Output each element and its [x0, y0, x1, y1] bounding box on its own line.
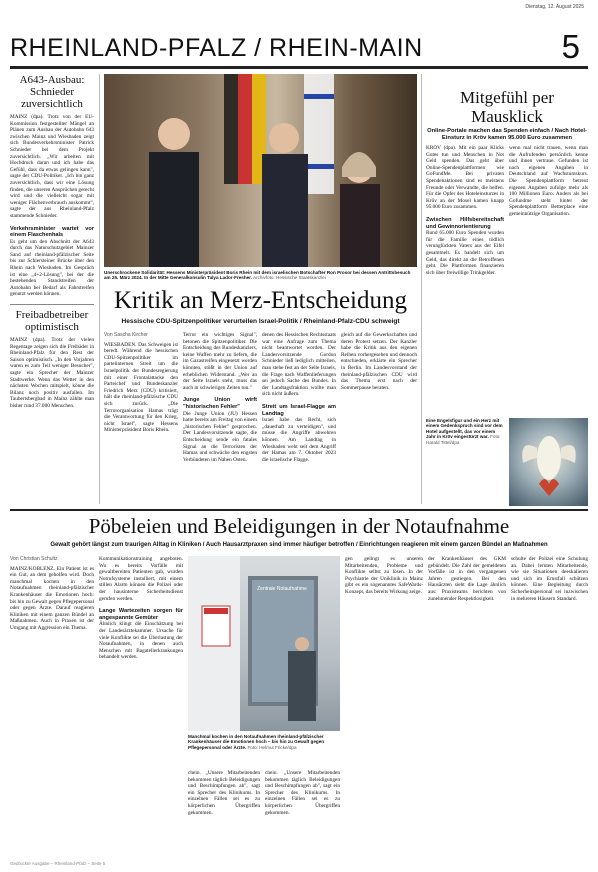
angel-caption — [426, 418, 504, 445]
page-number: 5 — [561, 28, 580, 65]
bottom-photo-caption-text: Manchmal kochen in den Notaufnahmen rheinland-pfälzischer Krankenhäuser die Emotionen hoch – bis hin zu Gewalt gegen Pflegepersonal oder Ärzte. — [188, 734, 325, 750]
masthead — [10, 28, 588, 65]
bottom-col-3 — [188, 770, 260, 856]
bottom-body-7: schulte der Polizei eine Schulung an. Dabei lernten Mitarbeitende, wie sie Situationen deeskalieren und sich im Ernstfall schützen können. Eine Begleitung durch Sicherheitspersonal sei inzwischen in mehreren Häusern Standard. — [511, 556, 588, 602]
masthead-rule — [10, 66, 588, 69]
main-body-3: Die Junge Union (JU) Hessen hatte bereits am Freitag von einem „historischen Fehler" gesprochen. Der Landesvorsitzende sagte, die Entscheidung sende ein fatales Signal an die Terroristen der Hamas und schwäche den engsten Verbündeten im Nahen Osten. — [183, 410, 257, 463]
bottom-body-5: gen gelingt es unseren Mitarbeitenden, Probleme und Konflikte selbst zu lösen. In der Psychiatrie der Uniklinik in Mainz gibt es ein sogenanntes SafeWards-Konzept, das bereits Wirkung zeige. — [345, 556, 423, 595]
right-body-2: Rund 65.000 Euro Spenden wurden für die Familie eines tödlich verunglückten Vaters aus der Eifel gesammelt. Es handelt sich um Geld, das direkt an die Betroffenen geht. Die Plattformen finanzieren sich über freiwillige Trinkgelder. — [426, 230, 504, 276]
top-photo-credit: Archivfoto: Hessische Staatskanzlei — [253, 275, 326, 281]
main-subheading-3: Streit um Israel-Flagge am Landtag — [262, 403, 336, 417]
main-body-5: Israel habe das Recht, sich „dauerhaft zu verteidigen", und müsse die Angriffe abwehren können. Am Landtag in Wiesbaden weht seit dem Angriff der Hamas am 7. Oktober 2023 die israelische Flagge. — [262, 417, 336, 463]
bottom-col-6 — [511, 556, 588, 856]
section-rule — [10, 509, 588, 511]
left-headline: A643-Ausbau: Schnieder zuversichtlich — [19, 74, 85, 110]
bottom-col-5 — [428, 556, 506, 856]
main-subheading-2: Junge Union wirft "historischen Fehler" — [183, 397, 257, 410]
politicians-photo-art — [104, 74, 417, 267]
main-body-2: Terror ein wichtiges Signal", betonen die Spitzenpolitiker. Die Entscheidung des Bundeskanzlers, keine Waffen mehr zu liefern, die im Gazastreifen eingesetzt werden könnten, stößt in der Union auf erheblichen Widerstand. „Wer an der Seite Israels steht, muss das auch in schwierigen Zeiten tun." — [183, 332, 257, 391]
main-author: Von Sascha Kircher — [104, 332, 148, 338]
bottom-author: Von Christian Schultz — [10, 556, 58, 562]
right-body-3: wenn mal nicht trauen, wenn man die Aufrufenden persönlich kenne und ihnen vertraue. Gefunden ist nach eigenen Angaben in Deutschland auf Wachstumskurs. Die Spendenplattform betreut eigenen Angaben zufolge mehr als 100 Millionen Euro. Anders als bei Gofundme steht hinter der Spendenplattform Betterplace eine gemeinnützige Organisation. — [509, 145, 588, 217]
main-subhead: Hessische CDU-Spitzenpolitiker verurteilen Israel-Politik / Rheinland-Pfalz-CDU schweigt — [121, 318, 400, 325]
angel-photo-art — [509, 418, 588, 506]
bottom-col-3b — [265, 770, 340, 856]
bottom-subhead: Gewalt gehört längst zum traurigen Alltag in Kliniken / Auch Hausarztpraxen sind immer häufiger betroffen / Einrichtungen reagieren mit einem ganzen Bündel an Maßnahmen — [50, 542, 548, 548]
bottom-body-1: MAINZ/KOBLENZ. Ein Patient ist es ein Gut, an dem geholfen wird. Doch manchmal kochen in den Notaufnahmen rheinland-pfälzischer Krankenhäuser die Emotionen hoch: bis hin zu Gewalt gegen Pflegepersonal oder gegen Ärzte. Darauf reagieren Kliniken mit einem ganzen Bündel an Maßnahmen. Auch in Praxen ist der Umgang mit Aggression ein Thema. — [10, 565, 94, 631]
bottom-headline: Pöbeleien und Beleidigungen in der Notaufnahme — [88, 514, 510, 538]
right-subhead: Online-Portale machen das Spenden einfach / Nach Hotel-Einsturz in Kröv kamen 95.000 Euro zusammen — [427, 128, 587, 141]
main-body-4: denen des Hessischen Rechtsstaats war eine Anfrage zum Thema nicht beantwortet worden. Der Landesvorsitzende Gordon Schnieder ließ lediglich mitteilen, man stehe fest an der Seite Israels, die Frage nach Waffenlieferungen sei jedoch Sache des Bundes. In der Landtagsfraktion wollte man sich nicht äußern. — [262, 332, 336, 398]
main-col-3 — [262, 332, 336, 506]
left-divider — [10, 304, 94, 305]
bottom-subheading-2: Lange Wartezeiten sorgen für angespannte Gemüter — [99, 608, 183, 621]
left-body-3: MAINZ (dpa). Trotz der vielen Regentage zeigen sich die Freibäder in Rheinland-Pfalz für den Rest der Saison optimistisch. „In den Vorjahren waren es zum Teil weniger Besucher", sagte ein Sprecher der Mainzer Stadtwerke. Wenn das Wetter in den nächsten Wochen mitspielt, könne die Bilanz noch positiv ausfallen. Im Taubertsbergbad in Mainz zählte man bisher rund 37.000 Menschen. — [10, 337, 94, 409]
left-body-2: Es geht um den Abschnitt der A643 durch das Naturschutzgebiet Mainzer Sand auf rheinland-pfälzischer Seite bis zur Schiersteiner Brücke über den Rhein nach Wiesbaden. Im Gespräch ist eine „4+2-Lösung", bei der die bestehenden Standstreifen der Autobahn bei Bedarf als Fahrstreifen genutzt werden können. — [10, 238, 94, 298]
left-subheading: Verkehrsminister wartet vor einem Flaschenhals — [10, 225, 94, 239]
main-col-2 — [183, 332, 257, 506]
footer-line: Gedruckte Ausgabe – Rheinland-Pfalz – Seite 5 — [10, 861, 106, 866]
top-photo-caption-text: Unerschrockene Solidarität: Hessens Ministerpräsident Boris Rhein mit dem israelischen Botschafter Ron Prosor bei dessen Antrittsbesuch am 25. März 2024. In der Mitte Generalkonsulin Talya Lador-Fresher. — [104, 270, 411, 281]
top-photo-caption — [104, 270, 417, 281]
right-subheading: Zwischen Hilfsbereitschaft und Gewinnorientierung — [426, 216, 504, 230]
right-col-1 — [426, 145, 504, 415]
angel-credit: Foto: Harald Tittel/dpa — [426, 434, 501, 445]
section-title: RHEINLAND-PFALZ / RHEIN-MAIN — [10, 34, 423, 62]
left-column — [10, 74, 94, 506]
bottom-body-2: Kommunikationstraining angeboten. Wo es bereits Vorfälle mit gewaltbereiten Patienten gab, wurden Notrufsysteme installiert, mit einem stillen Alarm können die Polizei oder der hausinterne Sicherheitsdienst gerufen werden. — [99, 556, 183, 602]
left-headline-2: Freibadbetreiber optimistisch — [15, 309, 89, 334]
right-headline: Mitgefühl per Mausklick — [460, 88, 554, 126]
bottom-body-4: chein. „Unsere Mitarbeitenden bekommen täglich Beleidigungen und Beschimpfungen ab", sagt ein Sprecher des Klinikums. In einzelnen Fällen sei es zu körperlichen Übergriffen gekommen. — [188, 770, 260, 816]
angel-photo — [509, 418, 588, 506]
bottom-photo-credit: Foto: Helmut Fricke/dpa — [247, 744, 297, 750]
main-col-1 — [104, 332, 178, 506]
column-divider — [99, 74, 100, 504]
bottom-col-2 — [99, 556, 183, 856]
emergency-room-art — [188, 556, 340, 731]
emergency-sign: Zentrale Notaufnahme — [257, 586, 307, 592]
issue-date: Dienstag, 12. August 2025 — [525, 4, 584, 10]
right-body-1: KRÖV (dpa). Mit ein paar Klicks Gutes tun und Menschen in Not Geld spenden. Das geht über Online-Spendenplattformen wie GoFundMe. Bei privaten Spendenaktionen sind es meistens Freunde oder Verwandte, die helfen. Für die Opfer des Hoteleinsturzes in Kröv an der Mosel kamen knapp 95.000 Euro zusammen. — [426, 145, 504, 211]
politicians-photo — [104, 74, 417, 267]
left-body: MAINZ (dpa). Trotz von der EU-Kommission festgestellter Mängel an Plänen zum Ausbau der Autobahn 643 zwischen Mainz und Wiesbaden zeigt sich Bundesverkehrsminister Patrick Schnieder bei dem Projekt zuversichtlich. „Wir arbeiten mit Hochdruck daran und ich habe das Gefühl, dass da etwas gelingen kann", sagte der CDU-Politiker. „Ich bin ganz zuversichtlich, dass wir eine Lösung finden, die unseren Ansprüchen gerecht wird und die vielleicht sogar mit weniger Flächenverbrauch auskommt", sagte der aus Rheinland-Pfalz stammende Schnieder. — [10, 114, 94, 219]
angel-caption-text: Eine Engelsfigur und ein Herz mit einem Gedenkspruch sind vor dem Hotel aufgestellt, das vor einem Jahr in Kröv eingestürzt war. — [426, 418, 503, 440]
bottom-col-1 — [10, 556, 94, 856]
main-body-6: gleich auf die Gewerkschaften und deren Protest setzen. Der Kanzler habe die Kritik aus den eigenen Reihen vorhergesehen und dennoch entschieden, erklärte ein Sprecher in Berlin. Im Landesvorstand der rheinland-pfälzischen CDU wird das Thema erst nach der Sommerpause beraten. — [341, 332, 417, 391]
bottom-body-5a: chein. „Unsere Mitarbeitenden bekommen täglich Beleidigungen und Beschimpfungen ab", sagt ein Sprecher des Klinikums. In einzelnen Fällen sei es zu körperlichen Übergriffen gekommen. — [265, 770, 340, 816]
main-body-1: WIESBADEN. Das Schweigen ist beredt. Während die hessischen CDU-Spitzenpolitiker im parteiinternen Streit um die Israelpolitik der Bundesregierung mit einer Frontalattacke den Parteichef und Bundeskanzler Friedrich Merz (CDU) kritisiert, hält die rheinland-pfälzische CDU sich zurück. „Die Terrororganisation Hamas trägt die Verantwortung für den Krieg, nicht Israel", sagte Hessens Ministerpräsident Boris Rhein. — [104, 341, 178, 434]
main-headline: Kritik an Merz-Entscheidung — [114, 287, 407, 314]
main-col-4 — [341, 332, 417, 506]
emergency-room-photo — [188, 556, 340, 731]
right-col-2 — [509, 145, 588, 415]
column-divider-right — [421, 74, 422, 504]
bottom-photo-caption — [188, 734, 340, 750]
bottom-col-4 — [345, 556, 423, 856]
bottom-body-3: Ähnlich klingt die Einschätzung bei der Landesärztekammer. Ursache für viele Konflikte sei die Überlastung der Notaufnahmen, in denen auch Menschen mit Bagatellerkrankungen behandelt werden. — [99, 621, 183, 661]
bottom-body-6: der Krankenhäuser des GKM gebündelt. Die Zahl der gemeldeten Vorfälle ist in den vergangenen Jahren gestiegen. Bei den Hausärzten sieht die Lage ähnlich aus: Praxisteams berichten von zunehmender Respektlosigkeit. — [428, 556, 506, 602]
